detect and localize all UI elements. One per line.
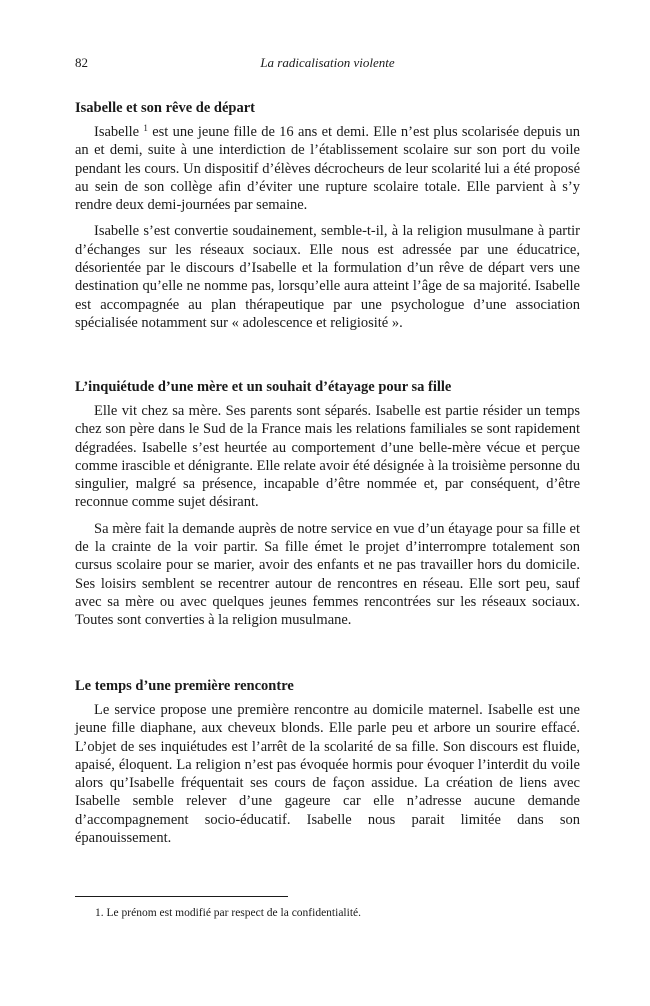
section-first-meeting (75, 677, 580, 855)
paragraph: Elle vit chez sa mère. Ses parents sont séparés. Isabelle est partie résider un temps chez son père dans le Sud de la France mais les relations familiales se sont rapidement dégradées. Isabelle s’est heurtée au comportement d’une belle-mère vécue et perçue comme irascible et dénigrante. Elle relate avoir été désignée à la troisième personne du singulier, malgré sa présence, incapable d’être nommée et, par conséquent, d’être reconnue comme sujet désirant. (75, 403, 580, 511)
section-isabelle-dream (75, 99, 580, 340)
paragraph: Isabelle s’est convertie soudainement, semble-t-il, à la religion musulmane à partir d’échanges sur les réseaux sociaux. Elle nous est adressée par une éducatrice, désorientée par le discours d’Isabelle et la formulation d’un rêve de départ vers une destination qu’elle ne nomme pas, lorsqu’elle aura atteint l’âge de sa majorité. Isabelle est accompagnée au plan thérapeutique par une psychologue d’une association spécialisée notamment sur « adolescence et religiosité ». (75, 223, 580, 331)
section-heading: Le temps d’une première rencontre (75, 678, 294, 694)
paragraph: Isabelle $^1$ est une jeune fille de 16 ans et demi. Elle n’est plus scolarisée depuis un an et demi, suite à une interdiction de l’établissement scolaire sur son port du voile pendant les cours. Un dispositif d’élèves décrocheurs de leur scolarité lui a été proposé au sein de son collège afin d’éviter une rupture scolaire totale. Elle parvient à s’y rendre deux demi-journées par semaine. (75, 123, 581, 214)
footnote-divider (75, 896, 288, 897)
paragraph: Sa mère fait la demande auprès de notre service en vue d’un étayage pour sa fille et de la crainte de la voir partir. Sa fille émet le projet d’interrompre totalement son cursus scolaire pour se marier, avoir des enfants et ne pas travailler hors du domicile. Ses loisirs semblent se recentrer autour de rencontres en réseau. Elle sort peu, sauf avec sa mère ou avec quelques jeunes femmes rencontrées sur les réseaux sociaux. Toutes sont converties à la religion musulmane. (75, 520, 580, 629)
section-mother-concern (75, 378, 580, 638)
running-title: La radicalisation violente (260, 55, 395, 70)
footnote-marker: 1 (143, 123, 148, 133)
paragraph: Le service propose une première rencontre au domicile maternel. Isabelle est une jeune fille diaphane, aux cheveux blonds. Elle parle peu et arbore un sourire effacé. L’objet de ses inquiétudes est l’arrêt de la scolarité de sa fille. Son discours est fluide, apaisé, éloquent. La religion n’est pas évoquée hormis pour évoquer l’interdit du voile alors qu’Isabelle fréquentait ses cours de façon assidue. La création de liens avec Isabelle semble relever d’une gageure car elle n’adresse aucune demande d’accompagnement socio-éducatif. Isabelle nous parait limitée dans son épanouissement. (75, 702, 580, 847)
page-number: 82 (75, 55, 88, 70)
section-heading: L’inquiétude d’une mère et un souhait d’étayage pour sa fille (75, 379, 452, 395)
section-heading: Isabelle et son rêve de départ (75, 100, 256, 116)
footnote: 1. Le prénom est modifié par respect de la confidentialité. (95, 907, 361, 919)
running-header (75, 55, 580, 71)
